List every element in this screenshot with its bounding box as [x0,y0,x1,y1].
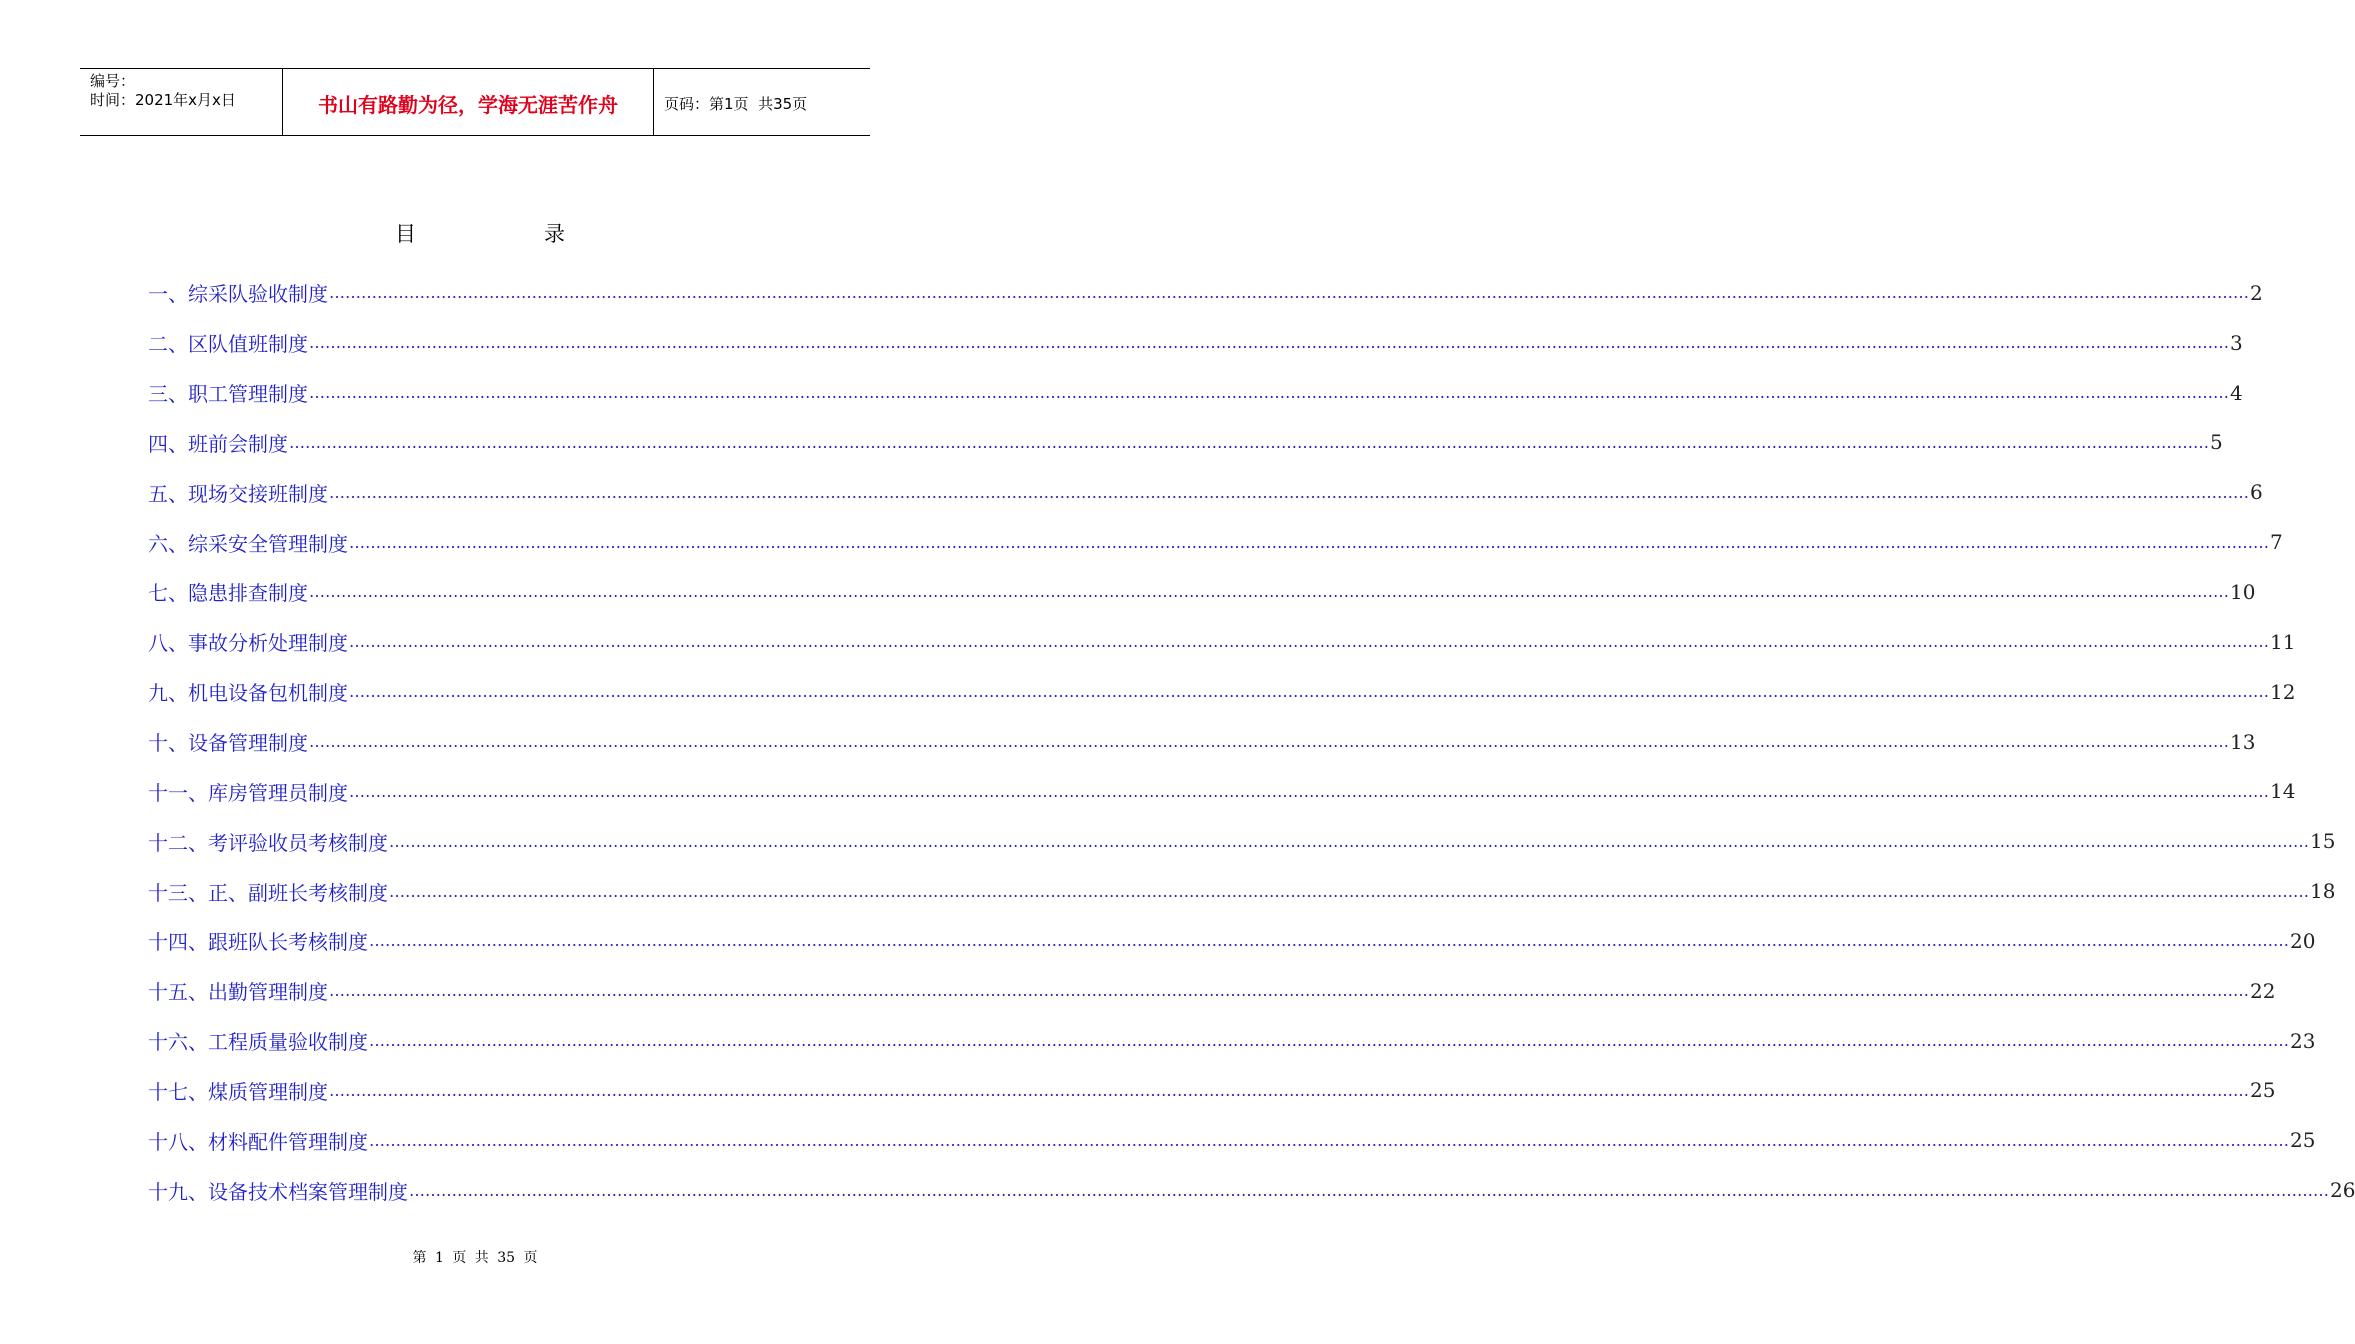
toc-entry[interactable] [148,1165,2355,1215]
page-info-text: 页码：第1页 共35页 [664,94,808,113]
toc-entry-label: 一、综采队验收制度 [148,282,328,307]
toc-entry[interactable] [148,318,2243,368]
toc-entry[interactable] [148,368,2243,418]
toc-entry[interactable] [148,866,2336,916]
toc-entry[interactable] [148,517,2283,567]
toc-entry-label: 十八、材料配件管理制度 [148,1129,368,1154]
header-meta [80,69,282,135]
toc-list [148,268,2355,1215]
toc-entry[interactable] [148,717,2256,767]
toc-leader-dots: ……………………………………………………………………………………………………………………………………………………………………………………………………………………………………………………………………………………………………………………………… [309,333,2229,353]
toc-entry-label: 五、现场交接班制度 [148,481,328,506]
toc-title-right: 录 [544,222,565,246]
toc-entry-page: 11 [2270,629,2296,654]
toc-entry-page: 12 [2270,679,2296,704]
toc-entry-page: 4 [2230,380,2243,405]
toc-entry[interactable] [148,418,2223,468]
time-label: 时间：2021年x月x日 [90,91,236,109]
toc-title [395,220,565,248]
toc-entry-label: 十五、出勤管理制度 [148,980,328,1005]
toc-entry-label: 二、区队值班制度 [148,332,308,357]
toc-entry-label: 十四、跟班队长考核制度 [148,930,368,955]
toc-entry-label: 七、隐患排查制度 [148,581,308,606]
toc-entry[interactable] [148,467,2263,517]
toc-entry-label: 三、职工管理制度 [148,382,308,407]
toc-entry-page: 22 [2250,978,2276,1003]
toc-leader-dots: ……………………………………………………………………………………………………………………………………………………………………………………………………………………………………………………………………………………………………………………………… [329,283,2249,303]
toc-title-left: 目 [395,222,416,246]
page-header [80,68,870,136]
toc-entry-page: 23 [2290,1028,2316,1053]
toc-entry[interactable] [148,766,2296,816]
toc-entry-page: 20 [2290,928,2316,953]
header-page-info [654,69,870,135]
toc-entry[interactable] [148,268,2263,318]
toc-entry-label: 十二、考评验收员考核制度 [148,830,388,855]
toc-entry-page: 2 [2250,280,2263,305]
toc-entry-page: 25 [2250,1078,2276,1103]
toc-leader-dots: ……………………………………………………………………………………………………………………………………………………………………………………………………………………………………………………………………………………………………………………………… [369,931,2289,951]
toc-leader-dots: ……………………………………………………………………………………………………………………………………………………………………………………………………………………………………………………………………………………………………………………………… [329,482,2249,502]
toc-leader-dots: ……………………………………………………………………………………………………………………………………………………………………………………………………………………………………………………………………………………………………………………………… [349,632,2269,652]
toc-entry-page: 25 [2290,1128,2316,1153]
toc-entry-page: 18 [2310,879,2336,904]
toc-leader-dots: ……………………………………………………………………………………………………………………………………………………………………………………………………………………………………………………………………………………………………………………………… [369,1031,2289,1051]
toc-entry[interactable] [148,916,2316,966]
toc-entry-label: 十三、正、副班长考核制度 [148,880,388,905]
toc-leader-dots: ……………………………………………………………………………………………………………………………………………………………………………………………………………………………………………………………………………………………………………………………… [289,432,2209,452]
page-footer: 第 1 页 共 35 页 [412,1250,538,1266]
toc-entry-label: 六、综采安全管理制度 [148,531,348,556]
toc-entry-label: 十六、工程质量验收制度 [148,1030,368,1055]
toc-entry-page: 10 [2230,579,2256,604]
toc-entry[interactable] [148,567,2256,617]
toc-leader-dots: ……………………………………………………………………………………………………………………………………………………………………………………………………………………………………………………………………………………………………………………………… [309,582,2229,602]
toc-entry-label: 四、班前会制度 [148,431,288,456]
toc-entry-label: 九、机电设备包机制度 [148,681,348,706]
toc-entry-page: 14 [2270,779,2296,804]
toc-leader-dots: ……………………………………………………………………………………………………………………………………………………………………………………………………………………………………………………………………………………………………………………………… [349,682,2269,702]
serial-label: 编号： [90,72,136,90]
toc-entry[interactable] [148,816,2336,866]
toc-leader-dots: ……………………………………………………………………………………………………………………………………………………………………………………………………………………………………………………………………………………………………………………………… [369,1130,2289,1150]
toc-entry[interactable] [148,1115,2316,1165]
toc-leader-dots: ……………………………………………………………………………………………………………………………………………………………………………………………………………………………………………………………………………………………………………………………… [349,532,2269,552]
toc-entry[interactable] [148,966,2276,1016]
toc-leader-dots: ……………………………………………………………………………………………………………………………………………………………………………………………………………………………………………………………………………………………………………………………… [329,981,2249,1001]
toc-entry-page: 7 [2270,530,2283,555]
toc-leader-dots: ……………………………………………………………………………………………………………………………………………………………………………………………………………………………………………………………………………………………………………………………… [389,831,2309,851]
toc-entry[interactable] [148,617,2296,667]
toc-entry-label: 十七、煤质管理制度 [148,1079,328,1104]
header-motto: 书山有路勤为径，学海无涯苦作舟 [282,69,654,135]
toc-leader-dots: ……………………………………………………………………………………………………………………………………………………………………………………………………………………………………………………………………………………………………………………………… [309,732,2229,752]
toc-entry-page: 3 [2230,330,2243,355]
toc-entry-label: 十一、库房管理员制度 [148,780,348,805]
toc-entry-page: 6 [2250,480,2263,505]
toc-entry-label: 十九、设备技术档案管理制度 [148,1179,408,1204]
toc-entry-label: 八、事故分析处理制度 [148,631,348,656]
toc-entry[interactable] [148,1016,2316,1066]
toc-entry[interactable] [148,667,2296,717]
toc-entry-page: 5 [2210,430,2223,455]
toc-leader-dots: ……………………………………………………………………………………………………………………………………………………………………………………………………………………………………………………………………………………………………………………………… [409,1180,2329,1200]
toc-entry-label: 十、设备管理制度 [148,731,308,756]
toc-entry-page: 13 [2230,729,2256,754]
toc-leader-dots: ……………………………………………………………………………………………………………………………………………………………………………………………………………………………………………………………………………………………………………………………… [309,383,2229,403]
toc-entry[interactable] [148,1066,2276,1116]
toc-entry-page: 26 [2330,1178,2355,1203]
toc-leader-dots: ……………………………………………………………………………………………………………………………………………………………………………………………………………………………………………………………………………………………………………………………… [389,881,2309,901]
toc-entry-page: 15 [2310,829,2336,854]
toc-leader-dots: ……………………………………………………………………………………………………………………………………………………………………………………………………………………………………………………………………………………………………………………………… [349,781,2269,801]
toc-leader-dots: ……………………………………………………………………………………………………………………………………………………………………………………………………………………………………………………………………………………………………………………………… [329,1080,2249,1100]
